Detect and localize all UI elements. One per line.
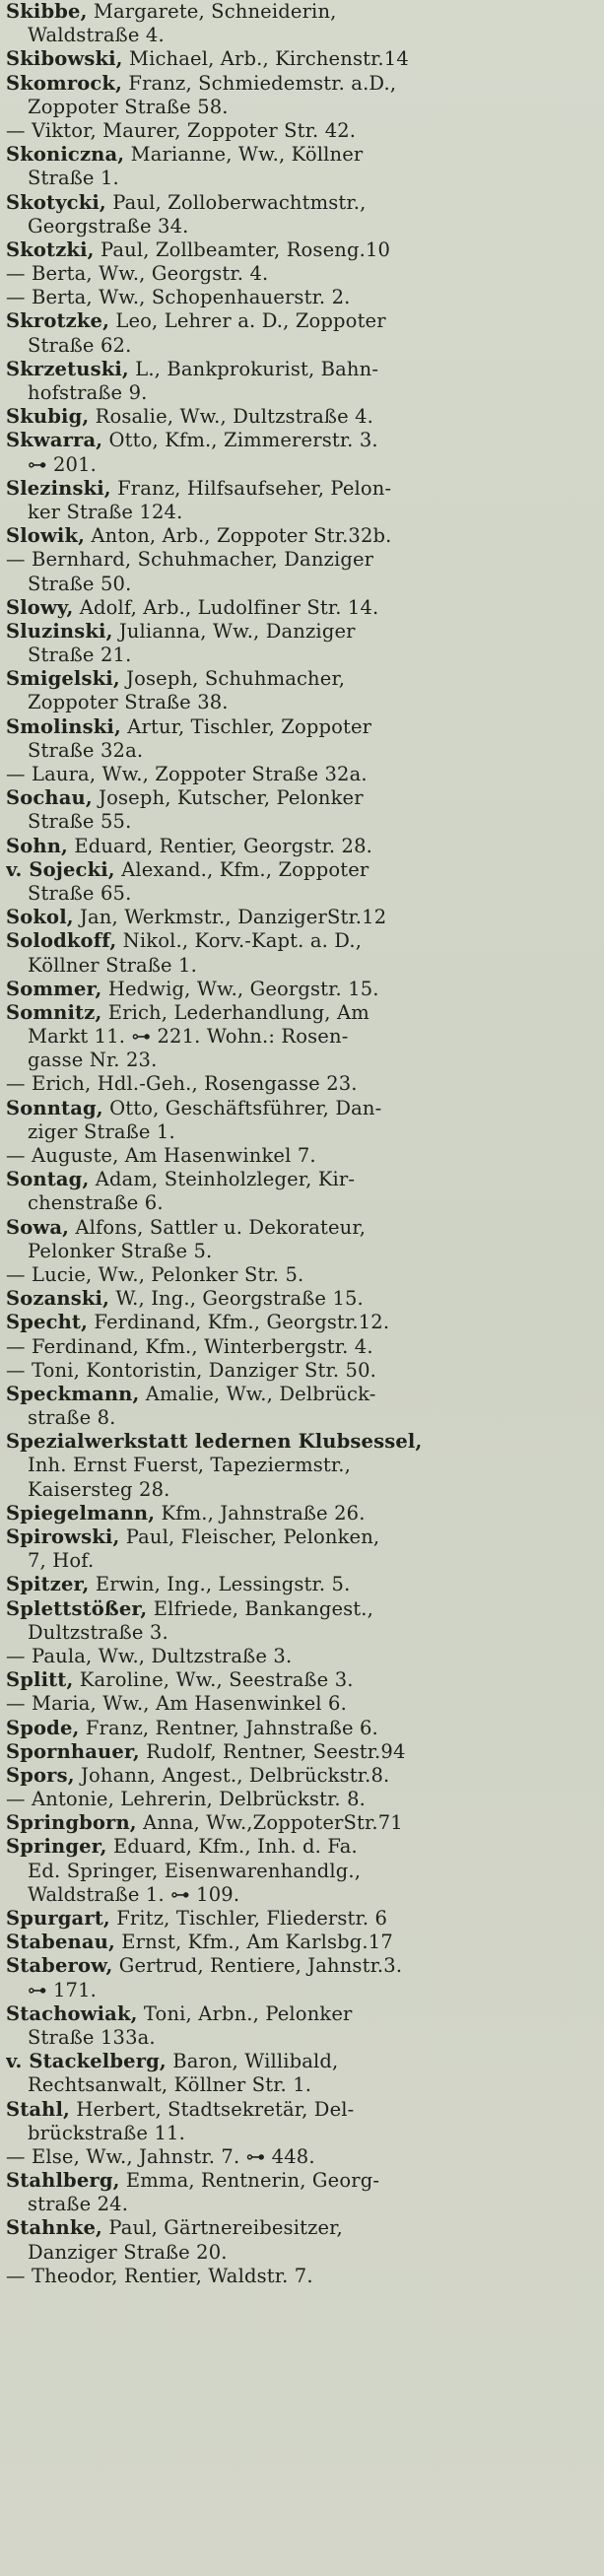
directory-entry-line [6,262,601,286]
entry-details: Pelonker Straße 5. [28,1239,213,1262]
entry-surname: Stachowiak, [6,2001,138,2025]
directory-entry-line [6,1025,601,1049]
entry-surname: Specht, [6,1311,89,1334]
directory-entry-line [6,882,601,906]
directory-entry-line [6,2145,601,2169]
directory-entry-line [6,1979,601,2002]
directory-entry [6,786,601,810]
directory-entry-line [6,381,601,405]
entry-surname: Spezialwerkstatt ledernen Klubsessel, [6,1430,423,1454]
directory-entry-line [6,1692,601,1716]
entry-surname: Smolinski, [6,714,121,738]
entry-details: Straße 133a. [28,2025,156,2049]
entry-details: W., Ing., Georgstraße 15. [109,1287,364,1311]
directory-entry-line [6,1049,601,1072]
entry-details: Straße 50. [28,572,132,595]
directory-entry [6,906,601,929]
directory-entry [6,1097,601,1120]
entry-surname: Staberow, [6,1954,113,1978]
entry-details: Otto, Geschäftsführer, Dan- [102,1096,382,1119]
entry-details: Herbert, Stadtsekretär, Del- [70,2097,355,2121]
entry-details: Karoline, Ww., Seestraße 3. [73,1668,354,1692]
entry-details: Anton, Arb., Zoppoter Str.32b. [85,524,392,548]
entry-details: Zoppoter Straße 58. [28,95,229,118]
directory-entry [6,358,601,381]
entry-details: Jan, Werkmstr., DanzigerStr.12 [73,906,387,929]
directory-entry [6,835,601,858]
directory-entry-line [6,2241,601,2265]
entry-details: Straße 32a. [28,738,144,762]
directory-entry [6,2050,601,2073]
entry-surname: Spode, [6,1716,80,1739]
directory-entry [6,667,601,691]
directory-entry-line [6,119,601,143]
entry-details: Alfons, Sattler u. Dekorateur, [69,1215,367,1239]
directory-entry [6,1573,601,1596]
entry-details: Dultzstraße 3. [28,1620,168,1644]
directory-entry [6,2169,601,2193]
entry-surname: Springer, [6,1835,107,1859]
directory-entry [6,477,601,501]
directory-entry-line [6,1120,601,1144]
entry-surname: Spiegelmann, [6,1501,156,1525]
entry-details: — Auguste, Am Hasenwinkel 7. [6,1144,316,1167]
directory-entry-line [6,1549,601,1573]
directory-entry [6,596,601,620]
directory-entry [6,1430,601,1454]
entry-details: — Maria, Ww., Am Hasenwinkel 6. [6,1692,347,1716]
entry-details: ker Straße 124. [28,500,183,523]
directory-entry-line [6,1359,601,1383]
directory-entry-line [6,501,601,524]
entry-details: Straße 1. [28,167,119,190]
directory-entry-line [6,573,601,596]
entry-surname: Skibbe, [6,0,88,23]
entry-details: Julianna, Ww., Danziger [112,619,356,643]
entry-details: Michael, Arb., Kirchenstr.14 [122,47,409,71]
entry-details: Joseph, Schuhmacher, [119,667,346,691]
directory-entry-line [6,453,601,477]
entry-details: ⊶ 201. [28,452,98,476]
entry-surname: Solodkoff, [6,929,117,953]
entry-details: hofstraße 9. [28,381,148,404]
directory-entry-line [6,1072,601,1096]
directory-entry-line [6,810,601,834]
entry-surname: Skrotzke, [6,309,110,333]
entry-details: Zoppoter Straße 38. [28,691,229,714]
entry-surname: Splitt, [6,1668,74,1692]
entry-details: straße 24. [28,2193,129,2216]
entry-surname: Speckmann, [6,1382,140,1405]
entry-surname: Spurgart, [6,1907,110,1930]
entry-details: Baron, Willibald, [166,2050,339,2073]
entry-details: — Berta, Ww., Georgstr. 4. [6,262,269,286]
entry-details: Waldstraße 1. ⊶ 109. [28,1882,240,1906]
directory-entry-line [6,2073,601,2097]
entry-details: Franz, Rentner, Jahnstraße 6. [79,1716,378,1739]
entry-details: Toni, Arbn., Pelonker [137,2001,353,2025]
entry-surname: Skubig, [6,405,90,429]
directory-entry [6,858,601,882]
entry-details: Johann, Angest., Delbrückstr.8. [74,1763,390,1787]
entry-details: ⊶ 171. [28,1978,98,2001]
entry-surname: Skomrock, [6,71,123,95]
entry-details: — Laura, Ww., Zoppoter Straße 32a. [6,763,368,785]
entry-details: — Lucie, Ww., Pelonker Str. 5. [6,1262,304,1286]
directory-entry-line [6,1406,601,1430]
entry-details: Franz, Schmiedemstr. a.D., [122,71,397,95]
entry-surname: Skoniczna, [6,143,125,167]
directory-entry-line [6,1788,601,1811]
directory-entry-line [6,954,601,978]
entry-details: Margarete, Schneiderin, [87,0,337,23]
directory-entry-line [6,1454,601,1477]
entry-surname: Slowy, [6,595,74,619]
directory-entry [6,1954,601,1978]
directory-entry [6,1383,601,1406]
entry-surname: Skotzki, [6,237,95,261]
directory-entry [6,2098,601,2122]
entry-details: Ernst, Kfm., Am Karlsbg.17 [114,1931,393,1954]
entry-details: Rudolf, Rentner, Seestr.94 [139,1739,406,1763]
directory-entry [6,47,601,71]
entry-details: Rechtsanwalt, Köllner Str. 1. [28,2073,312,2097]
entry-surname: Slowik, [6,524,86,548]
directory-entry [6,620,601,644]
entry-details: Paul, Gärtnereibesitzer, [102,2216,343,2240]
entry-surname: Skrzetuski, [6,357,129,380]
directory-entry-line [6,763,601,786]
directory-entry [6,0,601,24]
entry-details: Marianne, Ww., Köllner [124,143,364,167]
directory-entry-line [6,215,601,238]
entry-details: Waldstraße 4. [28,24,165,47]
entry-details: Alexand., Kfm., Zoppoter [114,857,369,881]
entry-details: Rosalie, Ww., Dultzstraße 4. [89,405,374,429]
entry-details: Straße 65. [28,881,132,905]
directory-entry [6,1668,601,1692]
directory-entry-line [6,334,601,358]
entry-surname: Sonntag, [6,1096,103,1119]
entry-details: Kfm., Jahnstraße 26. [155,1501,366,1525]
directory-entry [6,1764,601,1788]
entry-details: L., Bankprokurist, Bahn- [128,357,379,380]
directory-entry [6,715,601,739]
directory-entry-line [6,96,601,119]
directory-entry-line [6,739,601,763]
entry-surname: Sohn, [6,834,68,857]
entry-details: Straße 62. [28,333,132,357]
entry-details: Adam, Steinholzleger, Kir- [89,1168,356,1191]
directory-entry [6,1287,601,1311]
entry-surname: Stahl, [6,2097,70,2121]
directory-entry-line [6,167,601,190]
entry-details: Markt 11. ⊶ 221. Wohn.: Rosen- [28,1025,349,1049]
directory-entry [6,1907,601,1931]
directory-entry-line [6,2193,601,2216]
entry-surname: Spitzer, [6,1573,90,1596]
directory-entry-line [6,1144,601,1168]
entry-surname: Splettstößer, [6,1596,148,1620]
directory-entry [6,309,601,333]
entry-details: Köllner Straße 1. [28,953,197,977]
entry-details: — Berta, Ww., Schopenhauerstr. 2. [6,286,351,309]
directory-entry [6,1931,601,1954]
directory-entry [6,929,601,953]
entry-details: ziger Straße 1. [28,1119,175,1143]
directory-entry-line [6,1263,601,1287]
entry-details: Paul, Fleischer, Pelonken, [119,1525,380,1548]
entry-surname: Sokol, [6,906,74,929]
directory-entry [6,1525,601,1549]
entry-surname: v. Sojecki, [6,857,115,881]
entry-surname: Spirowski, [6,1525,120,1548]
directory-column [6,0,601,2288]
directory-entry-line [6,2122,601,2145]
directory-entry [6,2002,601,2026]
entry-surname: Stahlberg, [6,2169,120,2193]
entry-details: Adolf, Arb., Ludolfiner Str. 14. [73,595,379,619]
entry-details: — Bernhard, Schuhmacher, Danziger [6,548,374,572]
entry-details: Otto, Kfm., Zimmererstr. 3. [102,429,378,452]
directory-entry [6,72,601,96]
entry-details: Straße 21. [28,644,132,667]
directory-entry-line [6,644,601,667]
entry-surname: Slezinski, [6,476,111,500]
directory-entry [6,1740,601,1764]
directory-entry-line [6,548,601,572]
directory-entry-line [6,1645,601,1668]
directory-entry-line [6,1860,601,1883]
entry-details: Artur, Tischler, Zoppoter [120,714,372,738]
entry-surname: Skwarra, [6,429,103,452]
entry-details: Fritz, Tischler, Fliederstr. 6 [109,1907,388,1930]
directory-entry [6,1311,601,1334]
entry-surname: Sowa, [6,1215,70,1239]
directory-entry [6,191,601,215]
entry-details: Amalie, Ww., Delbrück- [139,1382,376,1405]
entry-details: — Paula, Ww., Dultzstraße 3. [6,1644,293,1667]
entry-details: Emma, Rentnerin, Georg- [119,2169,380,2193]
directory-entry-line [6,286,601,309]
entry-details: Eduard, Rentier, Georgstr. 28. [67,834,372,857]
directory-entry-line [6,1478,601,1502]
entry-surname: Sozanski, [6,1287,110,1311]
entry-surname: Sochau, [6,786,93,810]
directory-entry [6,524,601,548]
entry-details: Ferdinand, Kfm., Georgstr.12. [88,1311,390,1334]
entry-details: Hedwig, Ww., Georgstr. 15. [101,977,379,1000]
entry-details: Georgstraße 34. [28,214,189,237]
directory-entry [6,1597,601,1621]
entry-surname: Stabenau, [6,1931,115,1954]
entry-details: straße 8. [28,1406,116,1430]
entry-details: Paul, Zolloberwachtmstr., [105,190,367,214]
directory-entry-line [6,1883,601,1907]
entry-details: Ed. Springer, Eisenwarenhandlg., [28,1859,362,1882]
entry-details: — Toni, Kontoristin, Danziger Str. 50. [6,1358,376,1382]
entry-surname: Sontag, [6,1168,90,1191]
directory-entry [6,2216,601,2240]
entry-details: Joseph, Kutscher, Pelonker [92,786,364,810]
entry-details: Erich, Lederhandlung, Am [101,1000,369,1024]
directory-entry [6,1001,601,1025]
directory-entry-line [6,2026,601,2050]
entry-surname: Stahnke, [6,2216,102,2240]
entry-surname: Springborn, [6,1811,137,1835]
entry-details: Kaisersteg 28. [28,1477,170,1501]
entry-details: gasse Nr. 23. [28,1049,158,1072]
directory-entry [6,1717,601,1740]
entry-surname: Smigelski, [6,667,120,691]
directory-entry [6,405,601,429]
directory-entry-line [6,1621,601,1645]
directory-entry-line [6,1191,601,1215]
entry-details: — Erich, Hdl.-Geh., Rosengasse 23. [6,1072,358,1096]
entry-details: Gertrud, Rentiere, Jahnstr.3. [112,1954,403,1978]
entry-details: — Antonie, Lehrerin, Delbrückstr. 8. [6,1788,367,1811]
entry-details: Erwin, Ing., Lessingstr. 5. [89,1573,351,1596]
directory-entry-line [6,24,601,47]
entry-details: Eduard, Kfm., Inh. d. Fa. [106,1835,358,1859]
entry-details: — Ferdinand, Kfm., Winterbergstr. 4. [6,1334,373,1358]
directory-entry [6,1811,601,1835]
entry-details: Franz, Hilfsaufseher, Pelon- [110,476,392,500]
entry-surname: Spornhauer, [6,1739,140,1763]
entry-details: — Viktor, Maurer, Zoppoter Str. 42. [6,118,357,142]
entry-details: — Else, Ww., Jahnstr. 7. ⊶ 448. [6,2144,315,2168]
directory-entry [6,978,601,1001]
directory-entry [6,1168,601,1191]
entry-surname: Somnitz, [6,1000,102,1024]
directory-entry [6,238,601,262]
directory-entry [6,429,601,452]
entry-details: Nikol., Korv.-Kapt. a. D., [116,929,363,953]
directory-entry [6,1835,601,1859]
entry-details: 7, Hof. [28,1549,95,1573]
entry-details: Paul, Zollbeamter, Roseng.10 [94,237,391,261]
directory-entry-line [6,1240,601,1263]
entry-details: Leo, Lehrer a. D., Zoppoter [109,309,386,333]
entry-details: chenstraße 6. [28,1191,164,1215]
entry-details: Anna, Ww.,ZoppoterStr.71 [136,1811,403,1835]
entry-surname: Sluzinski, [6,619,113,643]
directory-entry-line [6,1335,601,1359]
directory-entry [6,1502,601,1525]
entry-details: Danziger Straße 20. [28,2240,228,2264]
entry-surname: Sommer, [6,977,102,1000]
directory-entry [6,1216,601,1240]
entry-surname: Spors, [6,1763,75,1787]
entry-details: Inh. Ernst Fuerst, Tapeziermstr., [28,1454,351,1477]
entry-details: brückstraße 11. [28,2121,185,2144]
entry-details: Straße 55. [28,810,132,834]
entry-surname: Skibowski, [6,47,123,71]
entry-details: — Theodor, Rentier, Waldstr. 7. [6,2264,313,2287]
directory-entry [6,143,601,167]
directory-entry-line [6,691,601,714]
entry-details: Elfriede, Bankangest., [147,1596,373,1620]
entry-surname: Skotycki, [6,190,106,214]
entry-surname: v. Stackelberg, [6,2050,167,2073]
directory-entry-line [6,2265,601,2288]
